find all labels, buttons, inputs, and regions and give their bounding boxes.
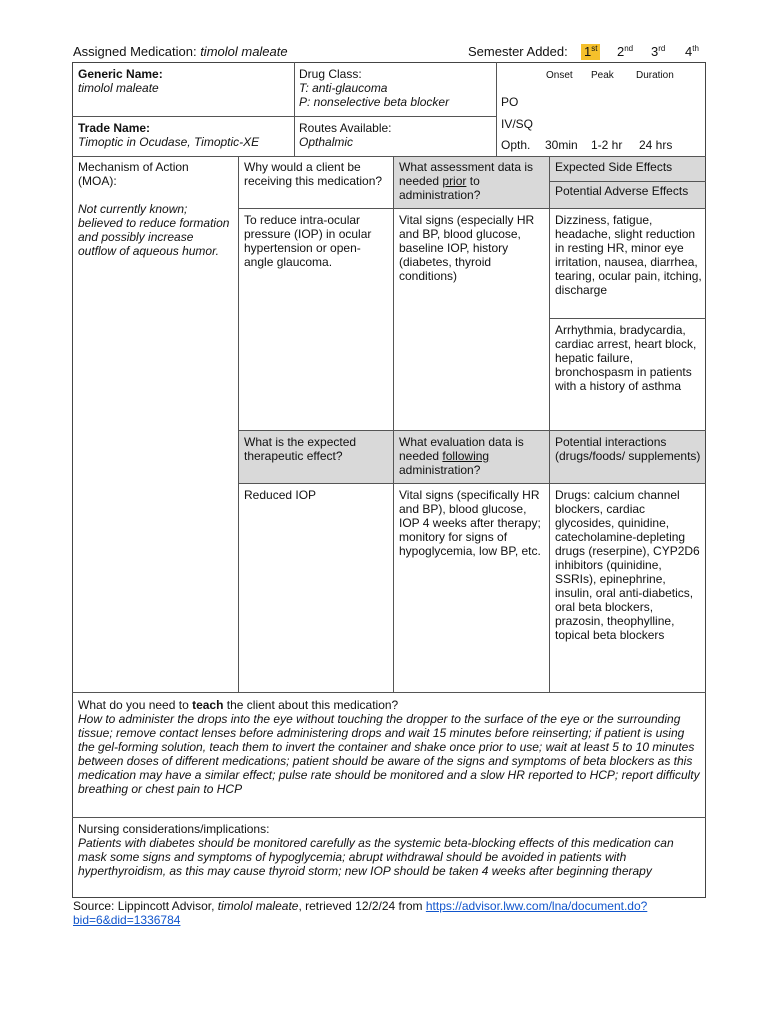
source-link[interactable]: https://advisor.lww.com/lna/document.do?bid=6&did=1336784 xyxy=(73,899,648,927)
divider xyxy=(72,692,706,693)
trade-name-label: Trade Name: xyxy=(78,121,151,135)
duration-header: Duration xyxy=(636,70,674,81)
nursing-label: Nursing considerations/implications: xyxy=(78,822,270,836)
trade-name-value: Timoptic in Ocudase, Timoptic-XE xyxy=(78,135,260,149)
divider xyxy=(72,156,706,157)
moa-label: Mechanism of Action xyxy=(78,160,189,174)
divider xyxy=(239,483,706,484)
therapeutic-effect-question: What is the expected therapeutic effect? xyxy=(244,435,357,463)
generic-name-value: timolol maleate xyxy=(78,81,159,95)
teach-question: What do you need to teach the client about this medication? xyxy=(78,698,399,712)
opth-peak: 1-2 hr xyxy=(591,138,623,152)
divider xyxy=(496,62,497,156)
drug-class-therapeutic: T: anti-glaucoma xyxy=(299,81,388,95)
adverse-effects-label: Potential Adverse Effects xyxy=(555,184,689,198)
onset-header: Onset xyxy=(546,70,573,81)
adverse-effects-answer: Arrhythmia, bradycardia, cardiac arrest, heart block, hepatic failure, bronchospasm in patients with a history of asthma xyxy=(555,323,697,393)
evaluation-answer: Vital signs (specifically HR and BP), blood glucose, IOP 4 weeks after therapy; monitory for signs of hypoglycemia, low BP, etc. xyxy=(399,488,541,558)
divider xyxy=(393,156,394,692)
route-po: PO xyxy=(501,95,519,109)
therapeutic-effect-answer: Reduced IOP xyxy=(244,488,317,502)
divider xyxy=(72,116,496,117)
why-question: Why would a client be receiving this medication? xyxy=(244,160,383,188)
divider xyxy=(72,817,706,818)
interactions-question: Potential interactions (drugs/foods/ supplements) xyxy=(555,435,701,463)
source-citation: Source: Lippincott Advisor, timolol maleate, retrieved 12/2/24 from https://advisor.lww.com/lna/document.do?bid=6&did=1336784 xyxy=(73,899,648,927)
routes-label: Routes Available: xyxy=(299,121,392,135)
divider xyxy=(549,318,706,319)
assigned-label: Assigned Medication: xyxy=(73,44,201,59)
side-effects-label: Expected Side Effects xyxy=(555,160,673,174)
divider xyxy=(239,430,706,431)
evaluation-question: What evaluation data is needed following administration? xyxy=(399,435,524,477)
semester-option-1[interactable]: 1st xyxy=(581,44,600,60)
assigned-value: timolol maleate xyxy=(200,44,288,59)
interactions-answer: Drugs: calcium channel blockers, cardiac glycosides, quinidine, catecholamine-depleting drugs (reserpine), CYP2D6 inhibitors (quinidine, SSRIs), epinephrine, insulin, oral anti-diabetics, oral beta blockers, prazosin, theophylline, topical beta blockers xyxy=(555,488,700,642)
routes-cell xyxy=(299,121,494,149)
trade-name-cell xyxy=(78,121,292,149)
nursing-answer: Patients with diabetes should be monitored carefully as the systemic beta-blocking effects of this medication can mask some signs and symptoms of hypoglycemia; abrupt withdrawal should be avoided in patients with hyperthyroidism, as this may cause thyroid storm; new IOP should be taken 4 weeks after beginning therapy xyxy=(78,836,674,878)
generic-name-cell xyxy=(78,67,288,95)
drug-class-cell xyxy=(299,67,494,109)
nursing-section xyxy=(78,822,702,878)
route-iv: IV/SQ xyxy=(501,117,534,131)
moa-cell xyxy=(78,160,233,258)
generic-name-label: Generic Name: xyxy=(78,67,163,81)
divider xyxy=(294,62,295,156)
assessment-answer: Vital signs (especially HR and BP, blood glucose, baseline IOP, history (diabetes, thyroid conditions) xyxy=(399,213,535,283)
side-effects-answer: Dizziness, fatigue, headache, slight reduction in resting HR, minor eye irritation, nausea, diarrhea, tearing, ocular pain, itching, discharge xyxy=(555,213,702,297)
routes-value: Opthalmic xyxy=(299,135,354,149)
drug-class-label: Drug Class: xyxy=(299,67,362,81)
divider xyxy=(549,181,706,182)
divider xyxy=(239,208,706,209)
teach-section xyxy=(78,698,702,796)
peak-header: Peak xyxy=(591,70,614,81)
semester-option-2[interactable]: 2nd xyxy=(617,44,634,59)
divider xyxy=(549,156,550,692)
opth-onset: 30min xyxy=(545,138,578,152)
opth-duration: 24 hrs xyxy=(639,138,673,152)
semester-option-3[interactable]: 3rd xyxy=(651,44,666,59)
route-opth: Opth. xyxy=(501,138,531,152)
teach-answer: How to administer the drops into the eye without touching the dropper to the surface of the eye or the surrounding tissue; remove contact lenses before administering drops and wait 15 minutes before reinserting; if patient is using the gel-forming solution, teach them to invert the container and shake once prior to use; wait at least 5 to 10 minutes between doses of different medications; patient should be aware of the signs and symptoms of beta blockers as this medication may have a similar effect; pulse rate should be monitored and a slow HR reported to HCP; report difficulty breathing or chest pain to HCP xyxy=(78,712,700,796)
header-line xyxy=(73,44,706,60)
semester-option-4[interactable]: 4th xyxy=(685,44,699,59)
assigned-medication xyxy=(73,44,288,60)
moa-text: Not currently known; believed to reduce formation and possibly increase outflow of aqueous humor. xyxy=(78,202,230,258)
moa-label-2: (MOA): xyxy=(78,174,117,188)
why-answer: To reduce intra-ocular pressure (IOP) in ocular hypertension or open-angle glaucoma. xyxy=(244,213,372,269)
divider xyxy=(238,156,239,692)
semester-label: Semester Added: xyxy=(468,44,568,59)
drug-class-pharmacologic: P: nonselective beta blocker xyxy=(299,95,450,109)
assessment-question: What assessment data is needed prior to administration? xyxy=(399,160,534,202)
